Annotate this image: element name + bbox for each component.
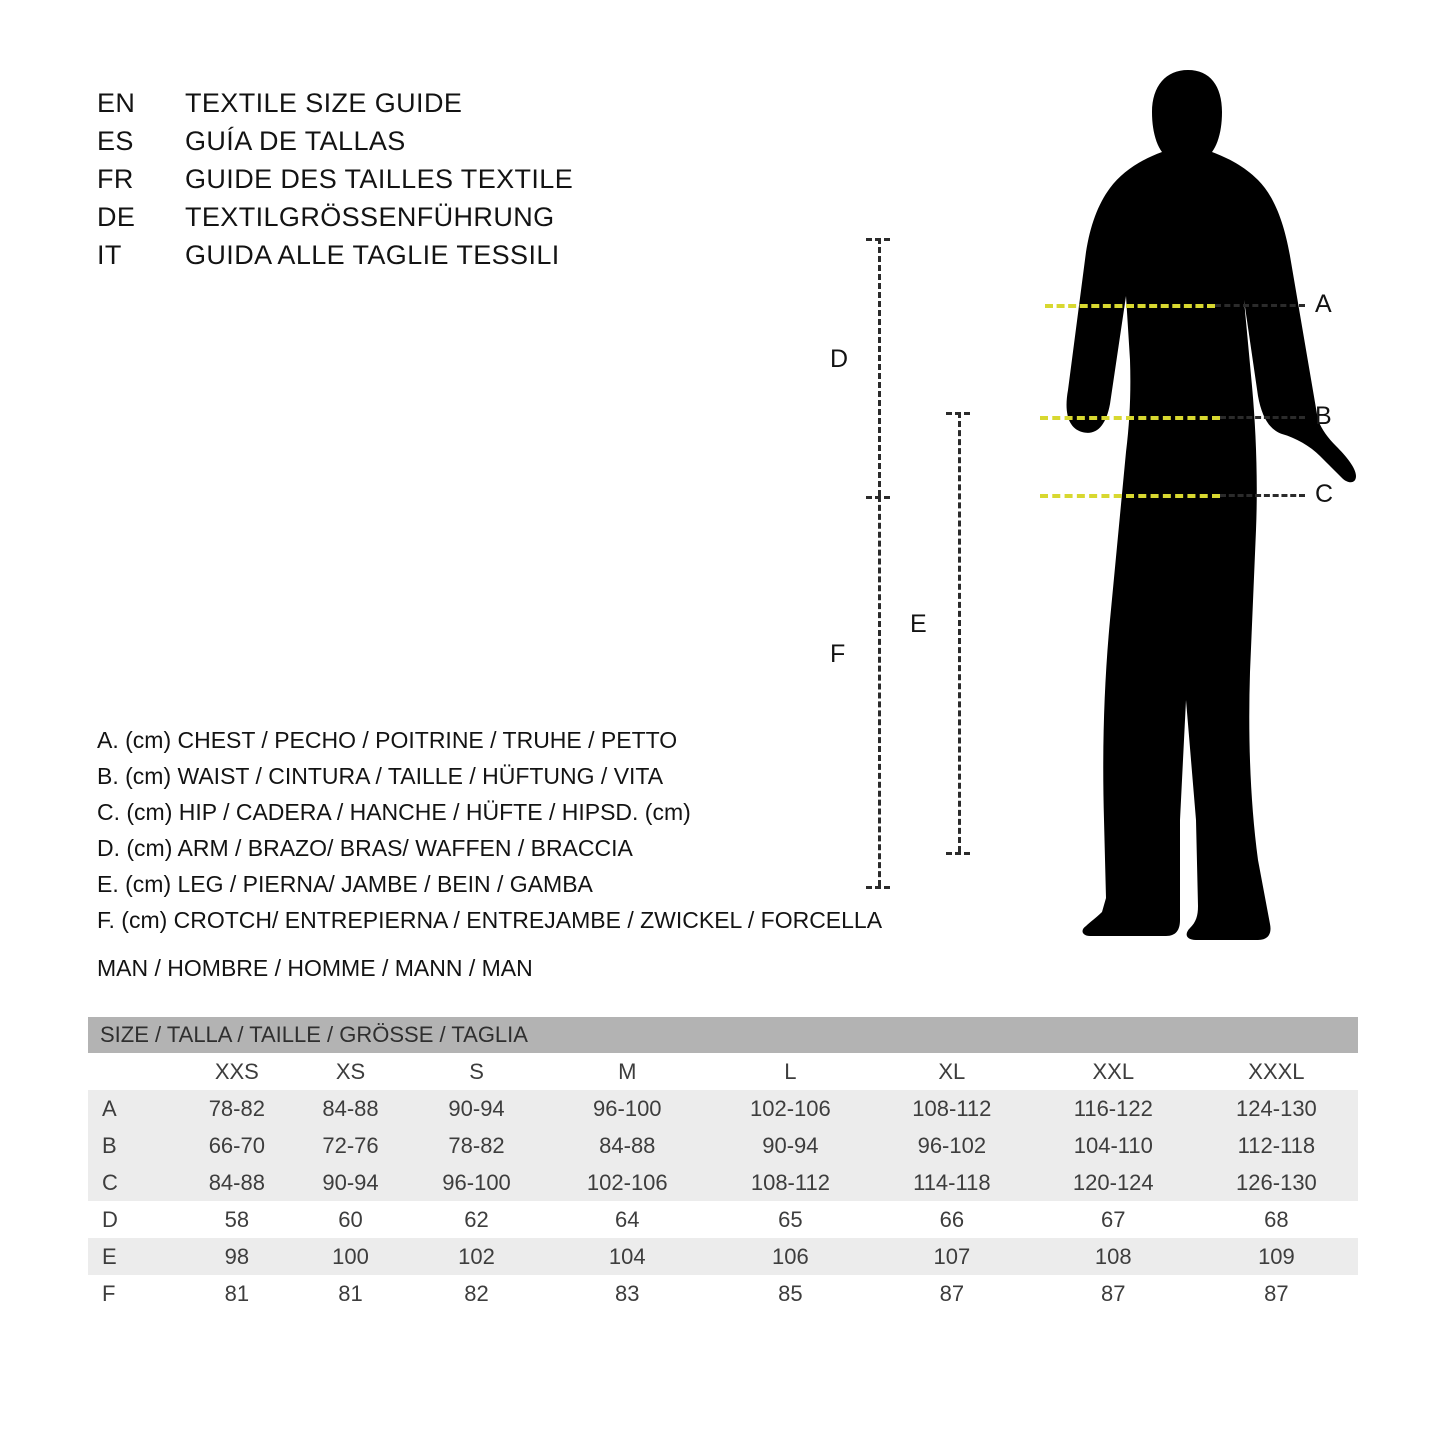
cell-c-xxl: 120-124 (1032, 1164, 1195, 1201)
legend-item-f: F. (cm) CROTCH/ ENTREPIERNA / ENTREJAMBE / ZWICKEL / FORCELLA (97, 907, 883, 933)
cell-f-xxxl: 87 (1195, 1275, 1358, 1312)
cell-a-xxxl: 124-130 (1195, 1090, 1358, 1127)
table-row-sizes (88, 1053, 1358, 1090)
crotch-dimension-tick-bottom (866, 886, 890, 889)
dimension-label-f: F (830, 640, 846, 668)
title-text-es: GUÍA DE TALLAS (185, 126, 406, 156)
legend-item-d: D. (cm) ARM / BRAZO/ BRAS/ WAFFEN / BRACCIA (97, 835, 633, 861)
title-lang-es: ES (97, 126, 134, 156)
cell-c-xl: 114-118 (872, 1164, 1032, 1201)
chest-leader-line (1215, 304, 1305, 307)
marker-label-a: A (1315, 290, 1332, 318)
leg-dimension-tick-bottom (946, 852, 970, 855)
title-row-fr (97, 164, 717, 202)
size-header-m: M (546, 1053, 709, 1090)
title-row-es (97, 126, 717, 164)
cell-e-s: 102 (407, 1238, 545, 1275)
title-lang-de: DE (97, 202, 136, 232)
cell-b-xxl: 104-110 (1032, 1127, 1195, 1164)
table-row (88, 1201, 1358, 1238)
size-header-xl: XL (872, 1053, 1032, 1090)
table-band-label: SIZE / TALLA / TAILLE / GRÖSSE / TAGLIA (88, 1017, 1358, 1053)
table-row (88, 1127, 1358, 1164)
cell-e-xxs: 98 (180, 1238, 294, 1275)
marker-label-c: C (1315, 480, 1334, 508)
row-key-e: E (88, 1238, 180, 1275)
cell-e-l: 106 (709, 1238, 872, 1275)
table-row (88, 1275, 1358, 1312)
cell-b-xxxl: 112-118 (1195, 1127, 1358, 1164)
legend-item-a: A. (cm) CHEST / PECHO / POITRINE / TRUHE / PETTO (97, 727, 678, 753)
cell-b-m: 84-88 (546, 1127, 709, 1164)
cell-d-s: 62 (407, 1201, 545, 1238)
cell-e-m: 104 (546, 1238, 709, 1275)
cell-c-xs: 90-94 (294, 1164, 408, 1201)
cell-a-xl: 108-112 (872, 1090, 1032, 1127)
cell-d-m: 64 (546, 1201, 709, 1238)
size-header-xxxl: XXXL (1195, 1053, 1358, 1090)
size-header-s: S (407, 1053, 545, 1090)
table-row (88, 1090, 1358, 1127)
size-header-xs: XS (294, 1053, 408, 1090)
cell-e-xs: 100 (294, 1238, 408, 1275)
waist-measure-line (1040, 416, 1220, 420)
size-header-xxs: XXS (180, 1053, 294, 1090)
cell-f-l: 85 (709, 1275, 872, 1312)
dimension-label-d: D (830, 345, 849, 373)
cell-a-xxs: 78-82 (180, 1090, 294, 1127)
cell-a-m: 96-100 (546, 1090, 709, 1127)
cell-c-s: 96-100 (407, 1164, 545, 1201)
gender-label: MAN / HOMBRE / HOMME / MANN / MAN (97, 955, 533, 981)
cell-d-l: 65 (709, 1201, 872, 1238)
row-key-c: C (88, 1164, 180, 1201)
table-band-header (88, 1017, 1358, 1053)
figure-diagram (830, 60, 1400, 950)
cell-b-l: 90-94 (709, 1127, 872, 1164)
cell-d-xxs: 58 (180, 1201, 294, 1238)
cell-f-xxs: 81 (180, 1275, 294, 1312)
cell-a-xs: 84-88 (294, 1090, 408, 1127)
arm-dimension-line (878, 238, 881, 496)
measurement-legend (97, 722, 897, 938)
arm-dimension-tick-top (866, 238, 890, 241)
cell-e-xxl: 108 (1032, 1238, 1195, 1275)
legend-item-b: B. (cm) WAIST / CINTURA / TAILLE / HÜFTUNG / VITA (97, 763, 664, 789)
cell-b-xs: 72-76 (294, 1127, 408, 1164)
cell-f-xl: 87 (872, 1275, 1032, 1312)
size-header-l: L (709, 1053, 872, 1090)
waist-leader-line (1220, 416, 1305, 419)
leg-dimension-line (958, 412, 961, 852)
title-text-de: TEXTILGRÖSSENFÜHRUNG (185, 202, 555, 232)
cell-c-xxxl: 126-130 (1195, 1164, 1358, 1201)
cell-c-xxs: 84-88 (180, 1164, 294, 1201)
cell-c-l: 108-112 (709, 1164, 872, 1201)
hip-leader-line (1220, 494, 1305, 497)
table-row (88, 1238, 1358, 1275)
size-table (88, 1017, 1358, 1312)
size-row-key (88, 1053, 180, 1090)
table-row (88, 1164, 1358, 1201)
cell-a-l: 102-106 (709, 1090, 872, 1127)
cell-d-xxl: 67 (1032, 1201, 1195, 1238)
cell-a-s: 90-94 (407, 1090, 545, 1127)
title-text-fr: GUIDE DES TAILLES TEXTILE (185, 164, 574, 194)
cell-b-xxs: 66-70 (180, 1127, 294, 1164)
cell-e-xxxl: 109 (1195, 1238, 1358, 1275)
title-text-en: TEXTILE SIZE GUIDE (185, 88, 463, 118)
title-row-de (97, 202, 717, 240)
cell-f-xxl: 87 (1032, 1275, 1195, 1312)
hip-measure-line (1040, 494, 1220, 498)
row-key-a: A (88, 1090, 180, 1127)
cell-e-xl: 107 (872, 1238, 1032, 1275)
cell-d-xs: 60 (294, 1201, 408, 1238)
size-header-xxl: XXL (1032, 1053, 1195, 1090)
legend-item-c: C. (cm) HIP / CADERA / HANCHE / HÜFTE / HIPSD. (cm) (97, 799, 691, 825)
cell-d-xxxl: 68 (1195, 1201, 1358, 1238)
dimension-label-e: E (910, 610, 927, 638)
title-lang-en: EN (97, 88, 136, 118)
man-silhouette-icon (990, 60, 1360, 940)
marker-label-b: B (1315, 402, 1332, 430)
cell-c-m: 102-106 (546, 1164, 709, 1201)
title-block (97, 88, 717, 278)
row-key-d: D (88, 1201, 180, 1238)
cell-d-xl: 66 (872, 1201, 1032, 1238)
row-key-b: B (88, 1127, 180, 1164)
cell-f-xs: 81 (294, 1275, 408, 1312)
row-key-f: F (88, 1275, 180, 1312)
leg-dimension-tick-top (946, 412, 970, 415)
chest-measure-line (1045, 304, 1215, 308)
cell-f-m: 83 (546, 1275, 709, 1312)
title-row-it (97, 240, 717, 278)
cell-b-s: 78-82 (407, 1127, 545, 1164)
title-row-en (97, 88, 717, 126)
title-lang-fr: FR (97, 164, 134, 194)
cell-f-s: 82 (407, 1275, 545, 1312)
cell-a-xxl: 116-122 (1032, 1090, 1195, 1127)
crotch-dimension-line (878, 496, 881, 886)
cell-b-xl: 96-102 (872, 1127, 1032, 1164)
title-text-it: GUIDA ALLE TAGLIE TESSILI (185, 240, 560, 270)
legend-item-e: E. (cm) LEG / PIERNA/ JAMBE / BEIN / GAMBA (97, 871, 593, 897)
title-lang-it: IT (97, 240, 122, 270)
